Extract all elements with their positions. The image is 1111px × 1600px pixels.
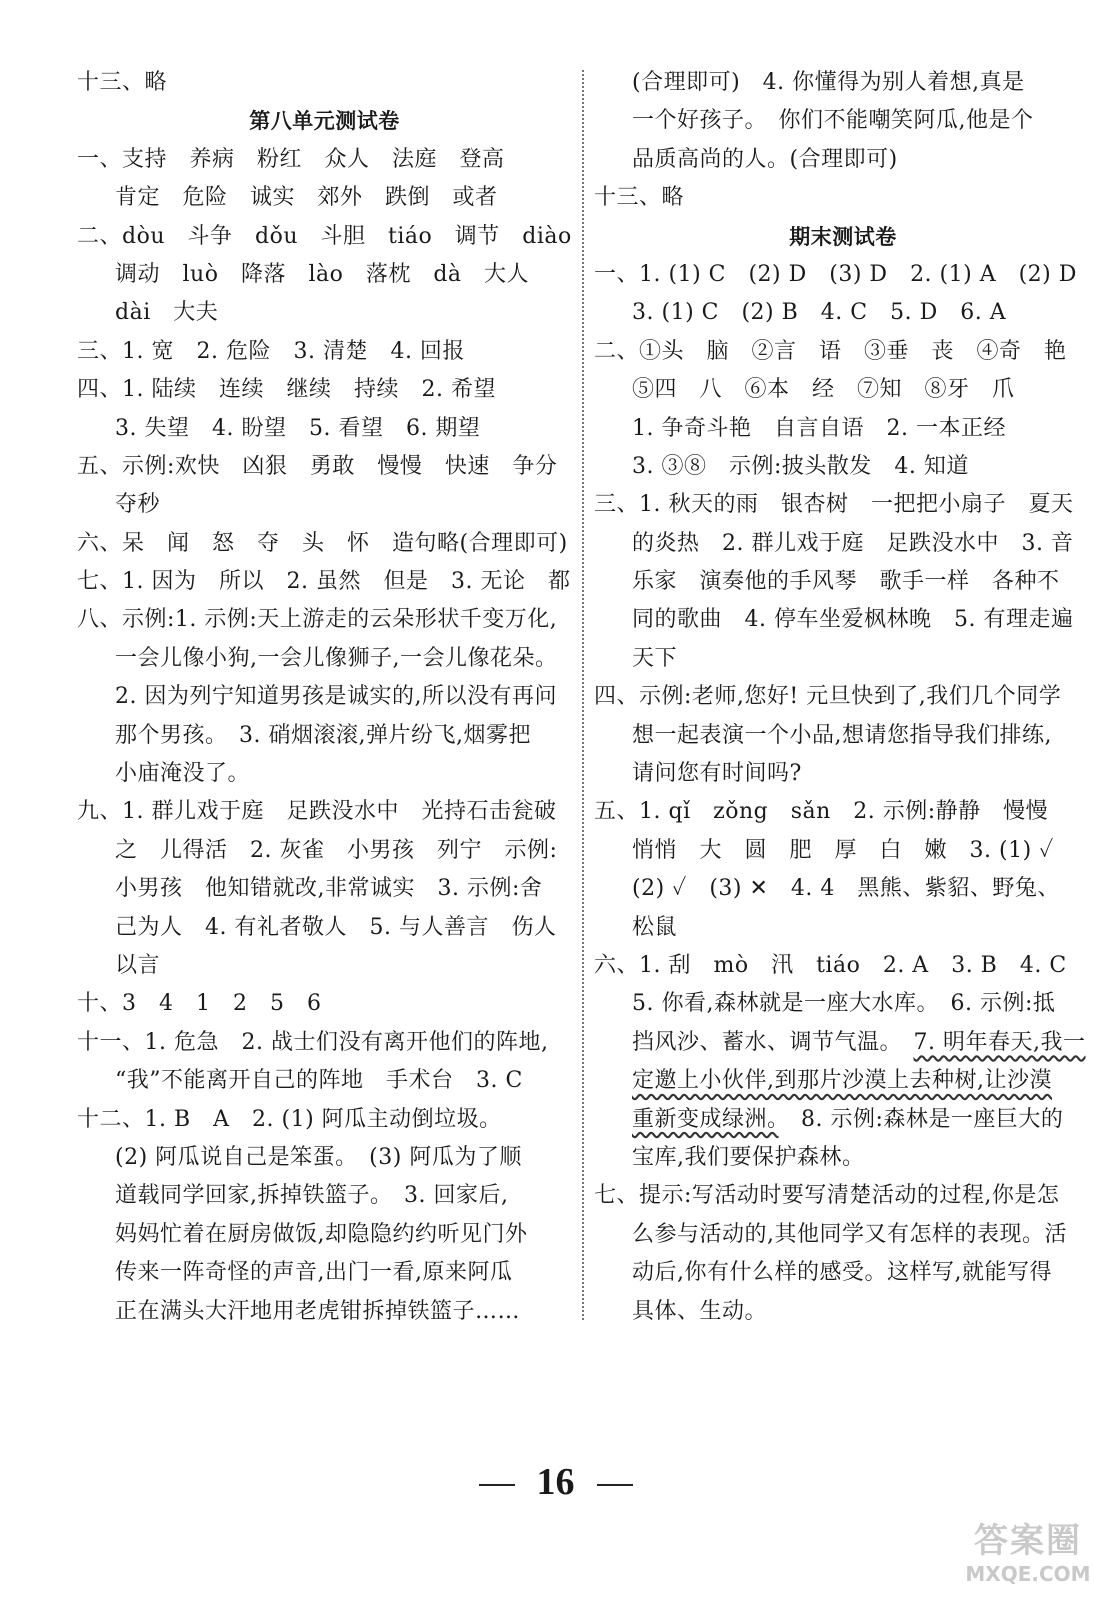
- answer-line: [594, 1062, 1092, 1100]
- section-heading: 期末测试卷: [789, 223, 897, 249]
- answer-line: 的炎热 2. 群儿戏于庭 足跌没水中 3. 音: [632, 530, 1074, 556]
- section-heading: 第八单元测试卷: [249, 108, 400, 134]
- answer-line: 3. (1) C (2) B 4. C 5. D 6. A: [632, 300, 1007, 326]
- answer-line: 5. 你看,森林就是一座大水库。 6. 示例:抵: [632, 991, 1056, 1017]
- answer-line: 六、呆 闻 怒 夺 头 怀 造句略(合理即可): [77, 530, 568, 556]
- wavy-underline-text: 重新变成绿洲。: [632, 1106, 779, 1132]
- answer-line: 一会儿像小狗,一会儿像狮子,一会儿像花朵。: [115, 645, 558, 671]
- wavy-underline-text: 7. 明年春天,我一: [913, 1029, 1086, 1055]
- answer-line: 挡风沙、蓄水、调节气温。 7. 明年春天,我一: [632, 1029, 1086, 1055]
- answer-line: 正在满头大汗地用老虎钳拆掉铁篮子……: [115, 1298, 521, 1324]
- answer-line: 松鼠: [632, 914, 678, 940]
- answer-line: 八、示例:1. 示例:天上游走的云朵形状千变万化,: [77, 607, 558, 633]
- column-divider: [582, 70, 584, 1320]
- answer-line: 品质高尚的人。(合理即可): [632, 146, 898, 172]
- answer-line: (2) 阿瓜说自己是笨蛋。 (3) 阿瓜为了顺: [115, 1144, 522, 1170]
- watermark-title: 答案圈: [974, 1521, 1082, 1561]
- answer-line: 1. 争奇斗艳 自言自语 2. 一本正经: [632, 415, 1006, 441]
- answer-line: 么参与活动的,其他同学又有怎样的表现。活: [632, 1221, 1067, 1247]
- page-number-text: 16: [536, 1461, 575, 1503]
- answer-line: 十一、1. 危急 2. 战士们没有离开他们的阵地,: [77, 1029, 549, 1055]
- answer-line: 之 儿得活 2. 灰雀 小男孩 列宁 示例:: [115, 837, 558, 863]
- answer-line: 十二、1. B A 2. (1) 阿瓜主动倒垃圾。: [77, 1106, 502, 1132]
- page-number-dash-right: [597, 1484, 633, 1486]
- answer-line: 小庙淹没了。: [115, 761, 251, 787]
- answer-line: 三、1. 宽 2. 危险 3. 清楚 4. 回报: [77, 338, 465, 364]
- answer-line: 3. 失望 4. 盼望 5. 看望 6. 期望: [115, 415, 481, 441]
- watermark-url: MXQE.COM: [965, 1562, 1091, 1586]
- answer-line: ⑤四 八 ⑥本 经 ⑦知 ⑧牙 爪: [632, 377, 1015, 403]
- answer-line: 小男孩 他知错就改,非常诚实 3. 示例:舍: [115, 876, 543, 902]
- answer-line: 九、1. 群儿戏于庭 足跌没水中 光持石击瓮破: [77, 799, 557, 825]
- answer-line: 三、1. 秋天的雨 银杏树 一把把小扇子 夏天: [594, 492, 1074, 518]
- answer-line: 妈妈忙着在厨房做饭,却隐隐约约听见门外: [115, 1221, 528, 1247]
- answer-line: 六、1. 刮 mò 汛 tiáo 2. A 3. B 4. C: [594, 952, 1067, 978]
- answer-line: 天下: [632, 645, 678, 671]
- answer-line: 五、1. qǐ zǒng sǎn 2. 示例:静静 慢慢: [594, 799, 1049, 825]
- answer-line: dài 大夫: [115, 300, 219, 326]
- answer-line: 七、1. 因为 所以 2. 虽然 但是 3. 无论 都: [77, 569, 571, 595]
- answer-line: 请问您有时间吗?: [632, 761, 802, 787]
- wavy-underline-text: 定邀上小伙伴,到那片沙漠上去种树,让沙漠: [632, 1068, 1052, 1094]
- answer-line: 具体、生动。: [632, 1298, 768, 1324]
- answer-line: 传来一阵奇怪的声音,出门一看,原来阿瓜: [115, 1260, 513, 1286]
- answer-line: 同的歌曲 4. 停车坐爱枫林晚 5. 有理走遍: [632, 607, 1074, 633]
- answer-line: (合理即可) 4. 你懂得为别人着想,真是: [632, 70, 1025, 95]
- answer-line: 3. ③⑧ 示例:披头散发 4. 知道: [632, 453, 969, 479]
- answer-line: 想一起表演一个小品,想请您指导我们排练,: [632, 722, 1052, 748]
- answer-line: 悄悄 大 圆 肥 厚 白 嫩 3. (1) ✓: [632, 837, 1054, 863]
- answer-line: 2. 因为列宁知道男孩是诚实的,所以没有再问: [115, 684, 557, 710]
- answer-line: 肯定 危险 诚实 郊外 跌倒 或者: [115, 185, 498, 211]
- answer-line: 己为人 4. 有礼者敬人 5. 与人善言 伤人: [115, 914, 557, 940]
- answer-line: 二、dòu 斗争 dǒu 斗胆 tiáo 调节 diào: [77, 223, 572, 249]
- answer-line: 乐家 演奏他的手风琴 歌手一样 各种不: [632, 569, 1060, 595]
- answer-line: 二、①头 脑 ②言 语 ③垂 丧 ④奇 艳: [594, 338, 1067, 364]
- answer-line: 宝库,我们要保护森林。: [632, 1144, 865, 1170]
- answer-line: 五、示例:欢快 凶狠 勇敢 慢慢 快速 争分: [77, 453, 558, 479]
- answer-line: “我”不能离开自己的阵地 手术台 3. C: [115, 1068, 523, 1094]
- answer-line: 十、3 4 1 2 5 6: [77, 991, 322, 1017]
- right-column: [594, 64, 1092, 1331]
- answer-line: 动后,你有什么样的感受。这样写,就能写得: [632, 1260, 1052, 1286]
- answer-line: 道载同学回家,拆掉铁篮子。 3. 回家后,: [115, 1183, 509, 1209]
- answer-line: 以言: [115, 952, 161, 978]
- answer-line: 一、1. (1) C (2) D (3) D 2. (1) A (2) D: [594, 261, 1077, 287]
- page-number-dash-left: [479, 1484, 515, 1486]
- left-column: [77, 64, 572, 1331]
- answer-line: 夺秒: [115, 492, 161, 518]
- answer-line: 十三、略: [77, 70, 168, 95]
- answer-line: 那个男孩。 3. 硝烟滚滚,弹片纷飞,烟雾把: [115, 722, 531, 748]
- watermark-logo: [963, 1513, 1093, 1586]
- answer-line: (2) ✓ (3) ✕ 4. 4 黑熊、紫貂、野兔、: [632, 876, 1060, 902]
- page-number: [0, 1460, 1111, 1504]
- answer-line: 四、1. 陆续 连续 继续 持续 2. 希望: [77, 377, 496, 403]
- answer-line: 四、示例:老师,您好! 元旦快到了,我们几个同学: [594, 684, 1062, 710]
- answer-line: 七、提示:写活动时要写清楚活动的过程,你是怎: [594, 1183, 1060, 1209]
- answer-line: 一、支持 养病 粉红 众人 法庭 登高: [77, 146, 505, 172]
- answer-line: 十三、略: [594, 185, 685, 211]
- answer-line: 重新变成绿洲。 8. 示例:森林是一座巨大的: [632, 1106, 1064, 1132]
- answer-line: 调动 luò 降落 lào 落枕 dà 大人: [115, 261, 530, 287]
- answer-line: 一个好孩子。 你们不能嘲笑阿瓜,他是个: [632, 108, 1034, 134]
